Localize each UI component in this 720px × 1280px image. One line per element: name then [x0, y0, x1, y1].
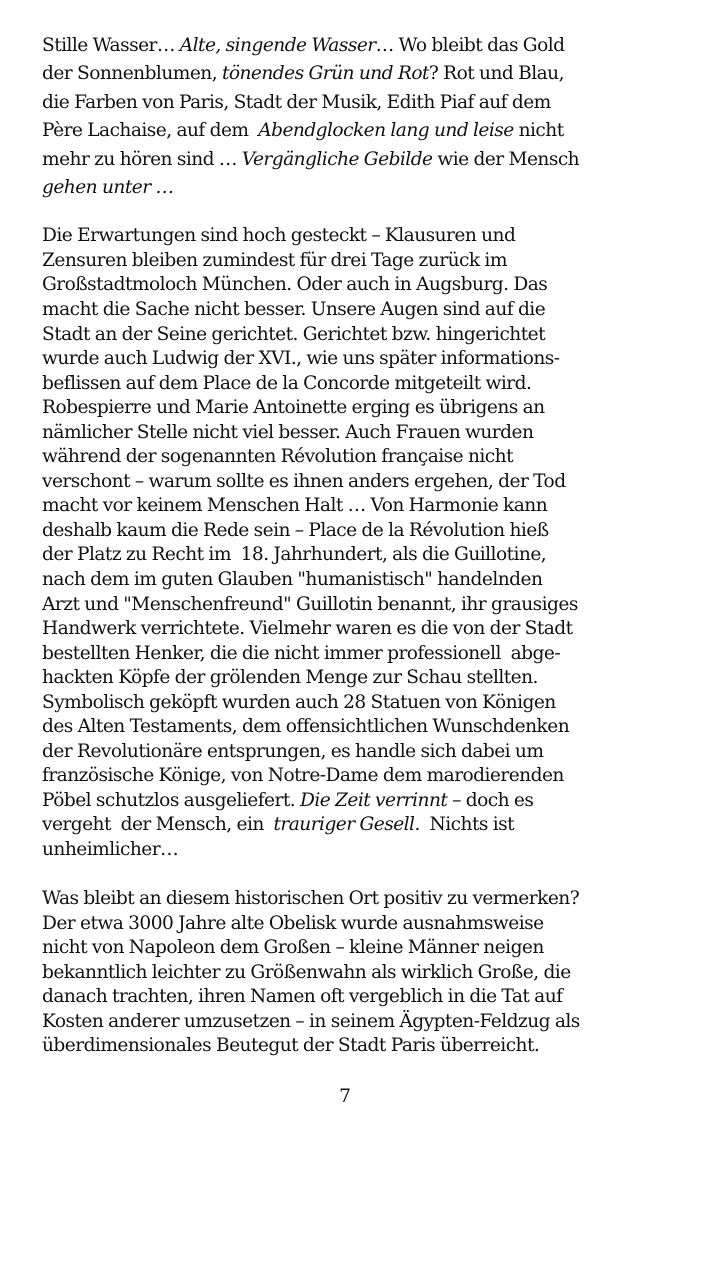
paragraph-gap — [42, 863, 702, 888]
text-line — [42, 617, 702, 642]
text-segment: macht vor keinem Menschen Halt … Von Harmonie kann — [42, 495, 548, 517]
text-line — [42, 1010, 702, 1035]
text-line — [42, 519, 702, 544]
page-number: 7 — [339, 1086, 351, 1107]
text-segment: Handwerk verrichtete. Vielmehr waren es die von der Stadt — [42, 618, 573, 640]
text-segment: deshalb kaum die Rede sein – Place de la Révolution hieß — [42, 519, 549, 541]
text-line — [42, 789, 702, 814]
text-segment: … Wo bleibt das Gold — [375, 35, 565, 56]
italic-text: trauriger Gesell. — [273, 814, 420, 836]
text-segment: Arzt und "Menschenfreund" Guillotin benannt, ihr grausiges — [42, 593, 578, 615]
paragraph-2 — [42, 224, 702, 862]
text-line — [42, 372, 702, 397]
text-segment: – doch es — [447, 789, 534, 811]
text-line — [42, 740, 702, 765]
text-segment: vergeht der Mensch, ein — [42, 814, 274, 836]
text-segment: Der etwa 3000 Jahre alte Obelisk wurde ausnahmsweise — [42, 912, 544, 934]
text-segment: der Platz zu Recht im 18. Jahrhundert, als die Guillotine, — [42, 544, 547, 566]
text-line — [42, 887, 702, 912]
text-segment: nicht von Napoleon dem Großen – kleine Männer neigen — [42, 937, 544, 959]
text-segment: Kosten anderer umzusetzen – in seinem Ägypten-Feldzug als — [42, 1010, 580, 1032]
text-segment: nämlicher Stelle nicht viel besser. Auch Frauen wurden — [42, 421, 534, 443]
text-segment: wurde auch Ludwig der XVI., wie uns später informations- — [42, 348, 560, 370]
text-segment: wie der Mensch — [432, 148, 580, 170]
text-segment: Stille Wasser… — [42, 35, 180, 56]
text-segment: Nichts ist — [419, 814, 515, 836]
text-line — [42, 666, 702, 691]
text-line — [42, 117, 702, 145]
text-segment: Symbolisch geköpft wurden auch 28 Statuen von Königen — [42, 691, 556, 713]
italic-text: Abendglocken lang und leise — [258, 120, 514, 142]
text-line — [42, 421, 702, 446]
paragraph-gap — [42, 202, 702, 224]
paragraph-3 — [42, 887, 702, 1059]
page-body — [42, 32, 702, 1059]
italic-text: tönendes Grün und Rot — [221, 63, 429, 85]
text-line — [42, 470, 702, 495]
text-line — [42, 174, 702, 202]
text-line — [42, 764, 702, 789]
paragraph-1 — [42, 32, 702, 202]
text-segment: Stadt an der Seine gerichtet. Gerichtet bzw. hingerichtet — [42, 323, 546, 345]
text-line — [42, 60, 702, 88]
text-segment: französische Könige, von Notre-Dame dem marodierenden — [42, 765, 564, 787]
text-line — [42, 543, 702, 568]
text-line — [42, 813, 702, 838]
text-line — [42, 273, 702, 298]
text-line — [42, 593, 702, 618]
text-segment: macht die Sache nicht besser. Unsere Augen sind auf die — [42, 298, 546, 320]
italic-text: Vergängliche Gebilde — [241, 148, 433, 170]
text-line — [42, 323, 702, 348]
text-segment: bestellten Henker, die die nicht immer professionell abge- — [42, 642, 561, 664]
text-segment: Zensuren bleiben zumindest für drei Tage zurück im — [42, 249, 507, 271]
text-line — [42, 1034, 702, 1059]
text-line — [42, 985, 702, 1010]
text-line — [42, 249, 702, 274]
text-line — [42, 912, 702, 937]
text-segment: verschont – warum sollte es ihnen anders ergehen, der Tod — [42, 470, 566, 492]
text-line — [42, 715, 702, 740]
text-segment: danach trachten, ihren Namen oft vergeblich in die Tat auf — [42, 986, 563, 1008]
text-line — [42, 494, 702, 519]
text-line — [42, 396, 702, 421]
text-line — [42, 642, 702, 667]
text-segment: Pöbel schutzlos ausgeliefert. — [42, 789, 300, 811]
text-segment: nach dem im guten Glauben "humanistisch" handelnden — [42, 569, 543, 590]
text-segment: Père Lachaise, auf dem — [42, 120, 259, 142]
italic-text: gehen unter … — [42, 176, 174, 198]
text-line — [42, 89, 702, 117]
text-line — [42, 568, 702, 593]
text-segment: ? Rot und Blau, — [428, 63, 564, 85]
text-line — [42, 347, 702, 372]
text-line — [42, 691, 702, 716]
text-segment: Großstadtmoloch München. Oder auch in Augsburg. Das — [42, 274, 548, 296]
text-segment: mehr zu hören sind … — [42, 148, 242, 170]
text-segment: der Sonnenblumen, — [42, 63, 222, 85]
text-line — [42, 936, 702, 961]
text-segment: hackten Köpfe der grölenden Menge zur Schau stellten. — [42, 667, 538, 689]
text-segment: nicht — [513, 120, 564, 142]
text-segment: Robespierre und Marie Antoinette erging es übrigens an — [42, 397, 545, 419]
text-line — [42, 146, 702, 174]
text-segment: überdimensionales Beutegut der Stadt Paris überreicht. — [42, 1035, 540, 1057]
text-line — [42, 961, 702, 986]
italic-text: Alte, singende Wasser — [179, 35, 376, 56]
text-segment: die Farben von Paris, Stadt der Musik, Edith Piaf auf dem — [42, 91, 551, 113]
text-line — [42, 298, 702, 323]
text-segment: Was bleibt an diesem historischen Ort positiv zu vermerken? — [42, 888, 580, 910]
text-segment: beflissen auf dem Place de la Concorde mitgeteilt wird. — [42, 372, 532, 394]
text-segment: der Revolutionäre entsprungen, es handle sich dabei um — [42, 740, 544, 762]
text-segment: Die Erwartungen sind hoch gesteckt – Klausuren und — [42, 225, 516, 247]
text-line — [42, 838, 702, 863]
text-segment: des Alten Testaments, dem offensichtlichen Wunschdenken — [42, 716, 570, 738]
text-line — [42, 445, 702, 470]
text-line — [42, 224, 702, 249]
italic-text: Die Zeit verrinnt — [299, 789, 448, 811]
text-segment: unheimlicher… — [42, 839, 179, 861]
text-segment: während der sogenannten Révolution française nicht — [42, 446, 514, 468]
text-segment: bekanntlich leichter zu Größenwahn als wirklich Große, die — [42, 961, 571, 983]
text-line — [42, 32, 702, 60]
